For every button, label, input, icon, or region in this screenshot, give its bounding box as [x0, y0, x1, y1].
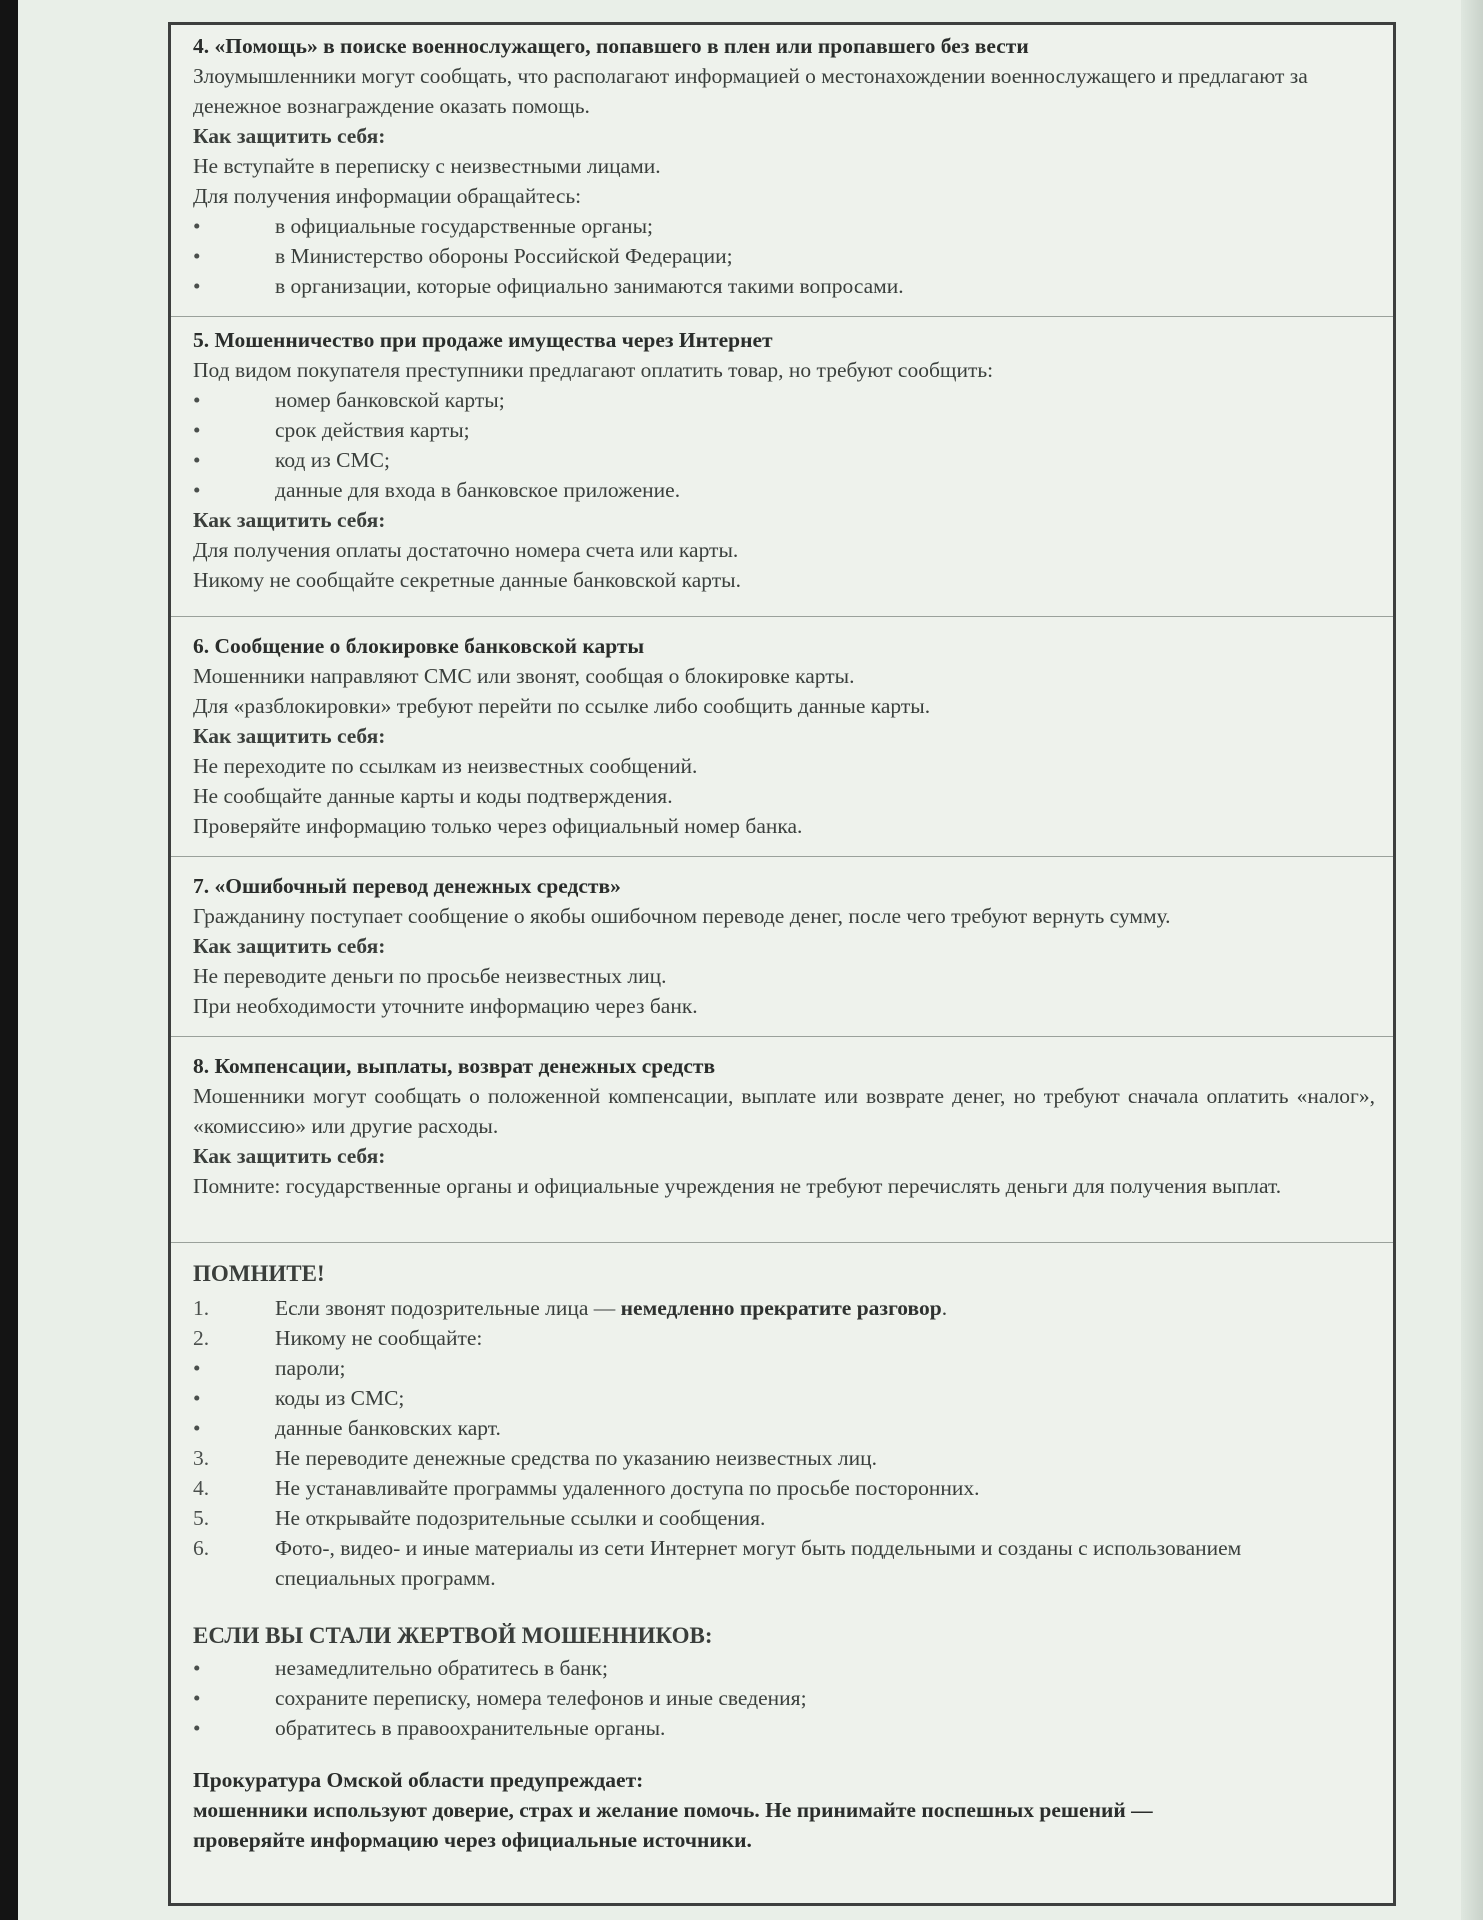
- numbered-item: 1. Если звонят подозрительные лица — немедленно прекратите разговор.: [193, 1296, 948, 1320]
- section-6: [171, 631, 1393, 857]
- section-7: [171, 871, 1393, 1037]
- list-item: • незамедлительно обратитесь в банк;: [193, 1653, 1375, 1683]
- bullet: •: [193, 214, 201, 238]
- section-4-text: Злоумышленники могут сообщать, что располагают информацией о местонахождении военнослужащего и предлагают за денежное вознаграждение оказать помощь.: [193, 64, 1308, 118]
- victim-section: [171, 1621, 1393, 1747]
- list-item: • в официальные государственные органы;: [193, 211, 1375, 241]
- list-item: • срок действия карты;: [193, 415, 1375, 445]
- bullet: •: [193, 448, 201, 472]
- section-6-protect-heading: Как защитить себя:: [193, 724, 386, 748]
- section-4-title: 4. «Помощь» в поиске военнослужащего, попавшего в плен или пропавшего без вести: [193, 34, 1029, 58]
- list-item: • код из СМС;: [193, 445, 1375, 475]
- section-4-advice-2: Для получения информации обращайтесь:: [193, 184, 582, 208]
- numbered-item: 2. Никому не сообщайте:: [193, 1326, 483, 1350]
- section-8-text: Мошенники могут сообщать о положенной компенсации, выплате или возврате денег, но требуют сначала оплатить «налог», «комиссию» или другие расходы.: [193, 1084, 1375, 1138]
- section-6-text-2: Для «разблокировки» требуют перейти по ссылке либо сообщить данные карты.: [193, 694, 931, 718]
- section-8-advice-1: Помните: государственные органы и официальные учреждения не требуют перечислять деньги для получения выплат.: [193, 1174, 1282, 1198]
- list-item: • в организации, которые официально занимаются такими вопросами.: [193, 271, 1375, 301]
- section-6-text-1: Мошенники направляют СМС или звонят, сообщая о блокировке карты.: [193, 664, 855, 688]
- section-7-advice-1: Не переводите деньги по просьбе неизвестных лиц.: [193, 964, 667, 988]
- section-6-advice-3: Проверяйте информацию только через официальный номер банка.: [193, 814, 803, 838]
- list-item: • данные банковских карт.: [193, 1413, 1375, 1443]
- remember-section: [171, 1259, 1393, 1619]
- list-item: • номер банковской карты;: [193, 385, 1375, 415]
- numbered-item: 6. Фото-, видео- и иные материалы из сети Интернет могут быть поддельными и созданы с использованием специальных программ.: [193, 1536, 1242, 1590]
- warning-text: мошенники используют доверие, страх и желание помочь. Не принимайте поспешных решений — проверяйте информацию через официальные источники.: [193, 1798, 1153, 1852]
- list-item: • данные для входа в банковское приложение.: [193, 475, 1375, 505]
- section-4-advice-1: Не вступайте в переписку с неизвестными лицами.: [193, 154, 661, 178]
- section-7-title: 7. «Ошибочный перевод денежных средств»: [193, 874, 621, 898]
- section-5-protect-heading: Как защитить себя:: [193, 508, 386, 532]
- bullet: •: [193, 1716, 201, 1740]
- scan-right-edge: [1461, 0, 1483, 1920]
- bullet: •: [193, 1416, 201, 1440]
- list-item: • сохраните переписку, номера телефонов и иные сведения;: [193, 1683, 1375, 1713]
- numbered-item: 5. Не открывайте подозрительные ссылки и сообщения.: [193, 1506, 766, 1530]
- section-4-protect-heading: Как защитить себя:: [193, 124, 386, 148]
- section-5-title: 5. Мошенничество при продаже имущества через Интернет: [193, 328, 773, 352]
- section-7-text: Гражданину поступает сообщение о якобы ошибочном переводе денег, после чего требуют вернуть сумму.: [193, 904, 1171, 928]
- remember-title: ПОМНИТЕ!: [193, 1261, 325, 1286]
- bullet: •: [193, 274, 201, 298]
- victim-title: ЕСЛИ ВЫ СТАЛИ ЖЕРТВОЙ МОШЕННИКОВ:: [193, 1623, 713, 1648]
- section-5: [171, 325, 1393, 617]
- bullet: •: [193, 478, 201, 502]
- section-6-title: 6. Сообщение о блокировке банковской карты: [193, 634, 645, 658]
- section-7-advice-2: При необходимости уточните информацию через банк.: [193, 994, 698, 1018]
- bullet: •: [193, 388, 201, 412]
- section-6-advice-1: Не переходите по ссылкам из неизвестных сообщений.: [193, 754, 698, 778]
- bullet: •: [193, 1356, 201, 1380]
- list-item: • коды из СМС;: [193, 1383, 1375, 1413]
- bullet: •: [193, 1656, 201, 1680]
- section-8: [171, 1051, 1393, 1243]
- section-7-protect-heading: Как защитить себя:: [193, 934, 386, 958]
- numbered-item: 4. Не устанавливайте программы удаленного доступа по просьбе посторонних.: [193, 1476, 980, 1500]
- scan-left-edge: [0, 0, 18, 1920]
- section-5-text: Под видом покупателя преступники предлагают оплатить товар, но требуют сообщить:: [193, 358, 994, 382]
- list-item: • пароли;: [193, 1353, 1375, 1383]
- section-6-advice-2: Не сообщайте данные карты и коды подтверждения.: [193, 784, 673, 808]
- section-5-advice-1: Для получения оплаты достаточно номера счета или карты.: [193, 538, 739, 562]
- bullet: •: [193, 418, 201, 442]
- section-8-protect-heading: Как защитить себя:: [193, 1144, 386, 1168]
- section-4: [171, 31, 1393, 317]
- bullet: •: [193, 244, 201, 268]
- section-8-title: 8. Компенсации, выплаты, возврат денежных средств: [193, 1054, 716, 1078]
- warning-section: [171, 1765, 1393, 1875]
- document-frame: [168, 22, 1396, 1906]
- section-5-advice-2: Никому не сообщайте секретные данные банковской карты.: [193, 568, 741, 592]
- bullet: •: [193, 1686, 201, 1710]
- numbered-item: 3. Не переводите денежные средства по указанию неизвестных лиц.: [193, 1446, 877, 1470]
- bullet: •: [193, 1386, 201, 1410]
- list-item: • обратитесь в правоохранительные органы.: [193, 1713, 1375, 1743]
- warning-title: Прокуратура Омской области предупреждает:: [193, 1768, 644, 1792]
- list-item: • в Министерство обороны Российской Федерации;: [193, 241, 1375, 271]
